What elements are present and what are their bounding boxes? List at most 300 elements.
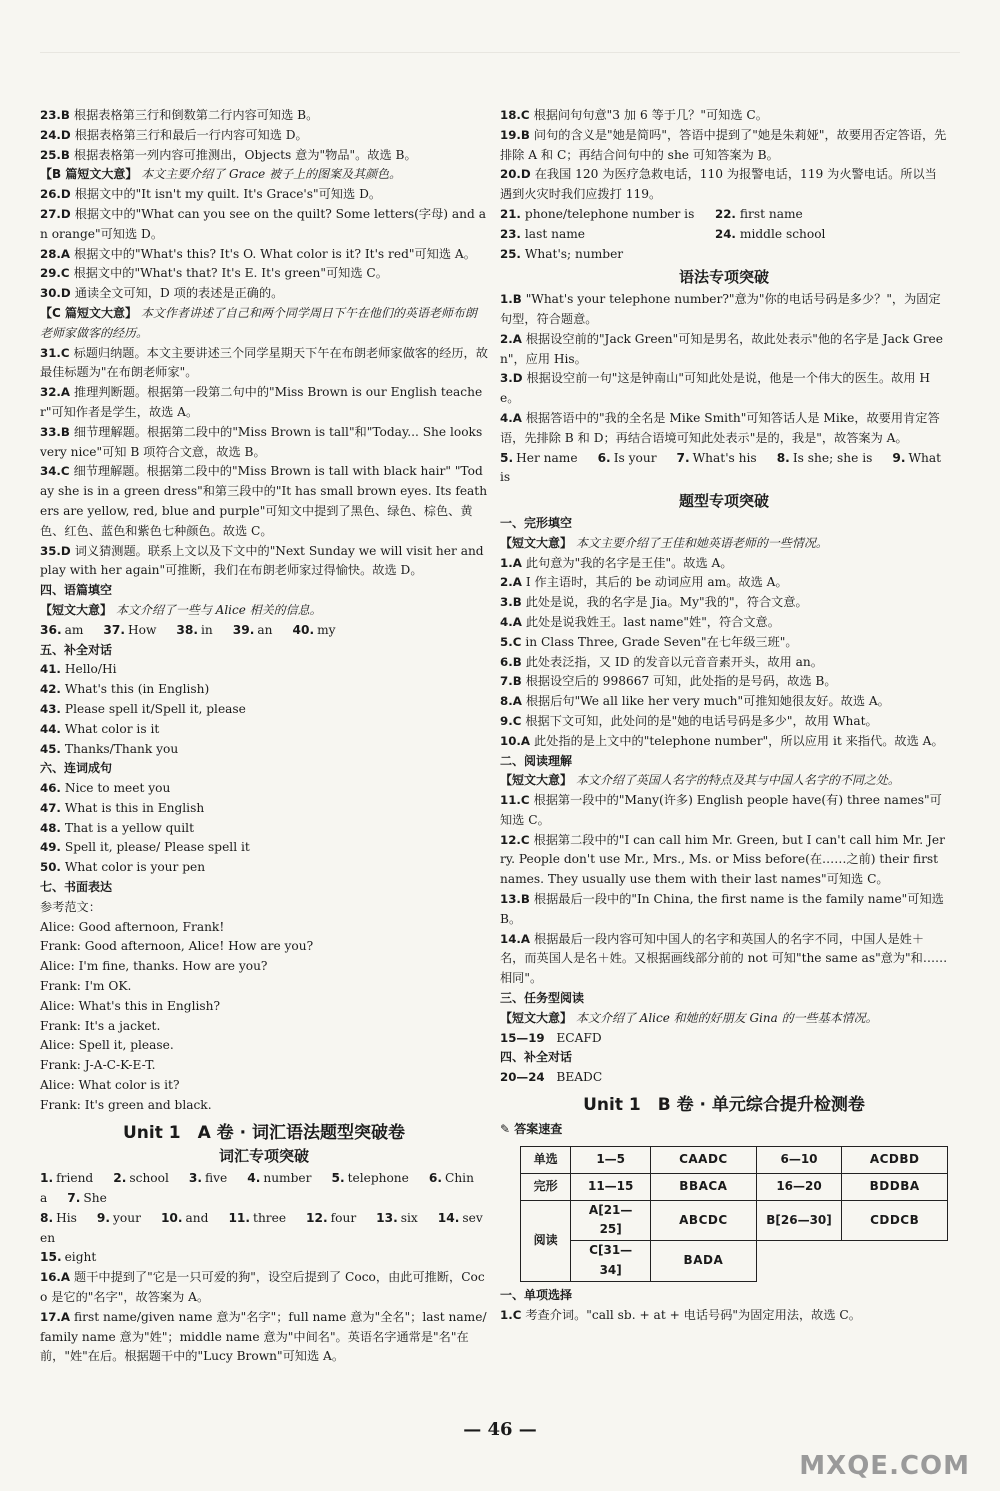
left-column	[40, 106, 488, 1367]
item-number: 33.B	[40, 424, 70, 439]
summary-text: 本文主要介绍了王佳和她英语老师的一些情况。	[575, 535, 828, 550]
item-text: 考查介词。"call sb. + at + 电话号码"为固定用法，故选 C。	[525, 1307, 861, 1322]
table-cell: ACDBD	[842, 1146, 948, 1173]
table-cell: 1—5	[571, 1146, 651, 1173]
answer-item	[500, 165, 948, 205]
item-number: 30.D	[40, 286, 71, 301]
item-text: 根据设空前一句"这是钟南山"可知此处是说，他是一个伟大的医生。故用 He。	[500, 371, 931, 406]
item-number: 18.C	[500, 108, 530, 122]
item-number: 49.	[40, 840, 61, 855]
item-number: 4.A	[500, 614, 522, 629]
item-text: Nice to meet you	[64, 781, 171, 796]
item-answer: eight	[64, 1250, 97, 1265]
section-title: 一、单项选择	[500, 1287, 573, 1302]
table-empty-cell	[842, 1241, 948, 1282]
table-cell: B[26—30]	[756, 1200, 842, 1241]
item-text: What's this (in English)	[64, 682, 210, 697]
item-number: 2.	[113, 1171, 127, 1186]
vocab-answers-row	[40, 1169, 488, 1209]
table-cell: C[31—34]	[571, 1241, 651, 1282]
item-text: 根据文中的"What's this? It's O. What color is it? It's red"可知选 A。	[74, 246, 476, 261]
item-number: 22.	[715, 206, 736, 221]
item-number: 10.	[160, 1210, 183, 1225]
item-range: 20—24	[500, 1070, 545, 1085]
answer-item	[500, 409, 948, 449]
vocab-answers-row	[40, 1209, 488, 1249]
essay-line: Alice: What color is it?	[40, 1078, 180, 1093]
item-text: 词义猜测题。联系上文以及下文中的"Next Sunday we will visit her and play with her again"可推断，我们在布朗老师家过得愉快。故选 D。	[40, 543, 484, 578]
item-text: middle school	[739, 226, 826, 241]
answer-pair-row	[500, 225, 948, 245]
item-number: 2.A	[500, 575, 522, 590]
item-number: 36.	[40, 622, 62, 637]
item-answer: five	[205, 1171, 228, 1186]
item-number: 35.D	[40, 543, 71, 558]
item-answer: three	[253, 1210, 287, 1225]
answer-item	[500, 890, 948, 930]
item-number: 16.A	[40, 1270, 71, 1285]
item-text: What color is your pen	[64, 860, 206, 875]
inline-answer	[97, 1211, 147, 1225]
essay-line: Alice: What's this in English?	[40, 998, 221, 1013]
item-answer: am	[64, 622, 84, 637]
table-cell: BDDBA	[842, 1173, 948, 1200]
answer-item	[40, 1268, 488, 1308]
answer-item	[500, 1306, 948, 1326]
answer-item	[40, 1308, 488, 1367]
inline-answer	[40, 1171, 99, 1185]
item-number: 8.	[776, 450, 790, 465]
item-answer: She	[83, 1191, 107, 1206]
summary-tag: 【短文大意】	[500, 773, 573, 788]
essay-line: Frank: Good afternoon, Alice! How are you?	[40, 939, 314, 954]
item-number: 13.	[376, 1210, 398, 1225]
answer-item	[40, 126, 488, 146]
item-number: 20.D	[500, 167, 531, 182]
item-number: 39.	[232, 622, 255, 637]
item-answer: your	[113, 1210, 141, 1225]
item-answer: Her name	[516, 450, 578, 465]
item-text: 此处是说，我的名字是 Jia。My"我的"，符合文意。	[525, 595, 808, 610]
essay-line: Frank: It's a jacket.	[40, 1018, 161, 1033]
table-cell: 11—15	[571, 1173, 651, 1200]
table-cell: 6—10	[756, 1146, 842, 1173]
item-number: 25.	[500, 246, 521, 261]
item-number: 11.	[228, 1210, 251, 1225]
inline-answer	[247, 1171, 317, 1185]
summary	[40, 165, 488, 185]
section-heading: 语法专项突破	[678, 268, 769, 287]
section-title: 六、连词成句	[40, 761, 113, 776]
page-number: — 46 —	[463, 1419, 537, 1440]
item-number: 40.	[292, 622, 315, 637]
item-number: 3.B	[500, 595, 522, 610]
essay-line: Frank: I'm OK.	[40, 979, 132, 994]
grammar-fill-answers	[500, 449, 948, 489]
item-number: 5.	[500, 450, 514, 465]
section-title: 四、补全对话	[500, 1050, 573, 1065]
answer-item	[40, 660, 488, 680]
summary-text: 本文介绍了一些与 Alice 相关的信息。	[115, 602, 322, 617]
item-number: 7.	[67, 1191, 81, 1206]
answer-item	[500, 732, 948, 752]
answer-item	[40, 284, 488, 304]
answer-item	[40, 838, 488, 858]
item-text: What color is it	[64, 721, 160, 736]
summary-tag: 【短文大意】	[500, 1010, 573, 1025]
item-answer: and	[185, 1210, 209, 1225]
item-text: 细节理解题。根据第二段中的"Miss Brown is tall with black hair" "Today she is in a green dress"和第三段中的"It has small brown eyes. Its feathers are yellow, red, blue and purple"可知文中提到了黑色、绿色、棕色、黄色、红色、蓝色和紫色七种颜色。故选 C。	[40, 464, 488, 538]
item-text: 此处指的是上文中的"telephone number"，所以应用 it 来指代。故选 A。	[534, 733, 944, 748]
essay-line: Frank: J-A-C-K-E-T.	[40, 1058, 156, 1073]
item-text: 根据文中的"It isn't my quilt. It's Grace's"可知选 D。	[74, 187, 382, 202]
item-answer: What is	[500, 450, 942, 485]
item-number: 46.	[40, 781, 61, 796]
answer-item	[40, 680, 488, 700]
item-text: That is a yellow quilt	[64, 820, 194, 835]
item-text: Thanks/Thank you	[64, 741, 179, 756]
item-number: 5.	[331, 1171, 345, 1186]
item-answer: China	[40, 1171, 474, 1206]
answer-item	[500, 330, 948, 370]
item-text: Hello/Hi	[64, 662, 117, 677]
summary-tag: 【C 篇短文大意】	[40, 305, 137, 320]
item-number: 6.B	[500, 654, 522, 669]
item-number: 50.	[40, 860, 61, 875]
answer-item	[40, 462, 488, 541]
item-number: 12.C	[500, 832, 530, 847]
answer-item	[715, 225, 948, 245]
sample-essay	[40, 918, 488, 1116]
right-answer-list	[500, 106, 948, 205]
item-number: 38.	[176, 622, 199, 637]
section-heading: 词汇专项突破	[218, 1147, 309, 1166]
item-number: 9.	[96, 1210, 111, 1225]
item-number: 9.	[892, 450, 906, 465]
item-number: 7.	[676, 450, 690, 465]
section-heading: 题型专项突破	[678, 492, 769, 511]
answer-item	[500, 205, 715, 225]
item-text: 根据文中的"What can you see on the quilt? Some letters(字母) and an orange"可知选 D。	[40, 206, 486, 241]
inline-answer	[40, 1250, 102, 1264]
item-number: 12.	[306, 1210, 328, 1225]
section-title: 七、书面表达	[40, 880, 113, 895]
inline-answer	[233, 623, 279, 637]
item-text: 根据设空后的 998667 可知，此处指的是号码，故选 B。	[525, 674, 837, 689]
answer-item	[40, 542, 488, 582]
inline-answer	[331, 1171, 414, 1185]
cloze-answer-list	[500, 554, 948, 752]
top-edge-line	[40, 52, 960, 53]
item-text: 根据最后一段中的"In China, the first name is the family name"可知选 B。	[500, 892, 944, 926]
item-number: 1.B	[500, 292, 522, 307]
inline-answer	[228, 1211, 292, 1225]
summary	[500, 534, 948, 554]
table-cell: CAADC	[651, 1146, 757, 1173]
sentence-answers	[40, 779, 488, 878]
item-number: 42.	[40, 682, 61, 697]
inline-answer	[306, 1211, 362, 1225]
item-answer: friend	[56, 1171, 94, 1186]
unit-title: Unit 1 B 卷 · 单元综合提升检测卷	[583, 1095, 865, 1116]
item-number: 8.A	[500, 694, 522, 709]
essay-line: Frank: It's green and black.	[40, 1097, 212, 1112]
answer-item	[500, 593, 948, 613]
answer-item	[40, 720, 488, 740]
item-number: 1.C	[500, 1307, 522, 1322]
item-text: What's; number	[524, 246, 624, 261]
item-number: 29.C	[40, 266, 70, 281]
table-cell: BADA	[651, 1241, 757, 1282]
essay-line: Alice: I'm fine, thanks. How are you?	[40, 959, 268, 974]
dialogue-answers	[40, 660, 488, 759]
item-number: 48.	[40, 820, 61, 835]
quick-answers-label	[500, 1120, 948, 1140]
inline-answer	[777, 451, 879, 465]
item-number: 41.	[40, 662, 61, 677]
item-answer: telephone	[347, 1171, 409, 1186]
table-cell: 16—20	[756, 1173, 842, 1200]
item-number: 31.C	[40, 345, 70, 360]
summary-tag: 【短文大意】	[500, 535, 573, 550]
answer-item	[500, 712, 948, 732]
item-answer: my	[317, 622, 336, 637]
answer-item	[40, 423, 488, 463]
item-text: 此处表泛指，又 ID 的发音以元音音素开头，故用 an。	[525, 654, 823, 669]
section-title: 四、语篇填空	[40, 583, 113, 598]
item-number: 47.	[40, 800, 61, 815]
item-text: 标题归纳题。本文主要讲述三个同学星期天下午在布朗老师家做客的经历，故最佳标题为"在布朗老师家"。	[40, 345, 488, 380]
unit1a-answer-list	[40, 1268, 488, 1367]
item-number: 26.D	[40, 187, 71, 202]
answer-item	[40, 106, 488, 126]
summary	[40, 601, 488, 621]
item-number: 13.B	[500, 892, 530, 907]
table-cell: CDDCB	[842, 1200, 948, 1241]
table-cell: 完形	[521, 1173, 571, 1200]
item-number: 3.	[188, 1171, 202, 1186]
section-title: 五、补全对话	[40, 642, 113, 657]
item-text: first name	[739, 206, 803, 221]
item-text: first name/given name 意为"名字"；full name 意为"全名"；last name/family name 意为"姓"；middle name 意为"中间名"。英语名字通常是"名"在前，"姓"在后。根据题干中的"Lucy Brown"可知选 A。	[40, 1309, 487, 1364]
item-text: Please spell it/Spell it, please	[64, 701, 246, 716]
pencil-icon: ✎	[500, 1121, 511, 1136]
item-text: "What's your telephone number?"意为"你的电话号码是多少？"，为固定句型，符合题意。	[500, 292, 941, 326]
item-text: 此处是说我姓王。last name"姓"，符合文意。	[525, 614, 780, 629]
table-cell: ABCDC	[651, 1200, 757, 1241]
answer-item	[500, 573, 948, 593]
section-title: 一、完形填空	[500, 515, 573, 530]
answer-item	[40, 344, 488, 384]
answer-pair-row	[500, 205, 948, 225]
table-row	[521, 1173, 948, 1200]
summary	[500, 1009, 948, 1029]
item-text: 根据问句句意"3 加 6 等于几？"可知选 C。	[533, 108, 768, 122]
item-text: 根据表格第三行和最后一行内容可知选 D。	[74, 127, 308, 142]
summary	[40, 304, 488, 344]
fill-in-answers	[500, 205, 948, 245]
item-text: 题干中提到了"它是一只可爱的狗"，设空后提到了 Coco，由此可推断，Coco 是它的"名字"，故答案为 A。	[40, 1270, 485, 1305]
inline-answer	[113, 1171, 175, 1185]
section-title: 三、任务型阅读	[500, 991, 585, 1006]
essay-line: Alice: Spell it, please.	[40, 1038, 174, 1053]
answer-item	[500, 672, 948, 692]
answer-item	[40, 205, 488, 245]
inline-answer	[500, 451, 584, 465]
item-text: 在我国 120 为医疗急救电话，110 为报警电话，119 为火警电话。所以当遇到火灾时我们应拨打 119。	[500, 167, 937, 202]
answer-item	[40, 383, 488, 423]
inline-answer	[189, 1171, 233, 1185]
item-text: in Class Three, Grade Seven"在七年级三班"。	[525, 634, 798, 649]
answer-item	[40, 264, 488, 284]
answer-item	[500, 1029, 948, 1049]
answer-item	[500, 791, 948, 831]
item-text: 根据答语中的"我的全名是 Mike Smith"可知答话人是 Mike，故要用肯定答语，先排除 B 和 D；再结合语境可知此处表示"是的，我是"，故答案为 A。	[500, 410, 940, 445]
answer-item	[500, 225, 715, 245]
item-answer: seven	[40, 1210, 483, 1245]
table-cell: 阅读	[521, 1200, 571, 1281]
answer-item	[500, 831, 948, 890]
watermark: MXQE.COM	[799, 1451, 970, 1481]
inline-answer	[103, 623, 162, 637]
item-answer: an	[257, 622, 273, 637]
item-number: 1.A	[500, 555, 522, 570]
answer-item	[40, 740, 488, 760]
item-answer: Is your	[613, 450, 657, 465]
item-text: 根据文中的"What's that? It's E. It's green"可知选 C。	[73, 266, 388, 281]
item-text: Spell it, please/ Please spell it	[64, 840, 250, 855]
item-answer: six	[400, 1210, 418, 1225]
answer-item	[500, 1068, 948, 1088]
sample-label: 参考范文：	[40, 899, 101, 914]
item-number: 32.A	[40, 385, 71, 400]
item-text: ECAFD	[556, 1030, 602, 1045]
table-cell: 单选	[521, 1146, 571, 1173]
table-row	[521, 1241, 948, 1282]
inline-answer	[40, 623, 89, 637]
item-range: 15—19	[500, 1030, 545, 1045]
answer-item	[500, 369, 948, 409]
item-number: 14.	[437, 1210, 460, 1225]
summary-text: 本文介绍了英国人名字的特点及其与中国人名字的不同之处。	[575, 773, 900, 788]
item-number: 1.	[40, 1171, 54, 1186]
item-text: I 作主语时，其后的 be 动词应用 am。故选 A。	[525, 575, 788, 590]
inline-answer	[176, 623, 218, 637]
item-number: 15.	[40, 1250, 62, 1265]
answer-item	[500, 692, 948, 712]
item-text: 通读全文可知，D 项的表述是正确的。	[74, 286, 284, 301]
item-number: 8.	[40, 1210, 54, 1225]
item-number: 9.C	[500, 713, 522, 728]
summary-text: 本文主要介绍了 Grace 被子上的图案及其颜色。	[141, 167, 402, 182]
answer-item	[715, 205, 948, 225]
item-number: 14.A	[500, 931, 531, 946]
item-number: 19.B	[500, 127, 530, 142]
table-cell: BBACA	[651, 1173, 757, 1200]
item-text: What is this in English	[64, 800, 205, 815]
unit-title: Unit 1 A 卷 · 词汇语法题型突破卷	[123, 1122, 405, 1143]
item-number: 24.D	[40, 127, 71, 142]
answer-item	[500, 613, 948, 633]
answer-item	[40, 700, 488, 720]
item-answer: How	[128, 622, 157, 637]
item-text: 根据最后一段内容可知中国人的名字和英国人的名字不同，中国人是姓＋名，而英国人是名＋姓。又根据画线部分前的 not 可知"the same as"意为"和……相同"。	[500, 931, 948, 986]
item-number: 11.C	[500, 793, 530, 808]
summary-tag: 【短文大意】	[40, 602, 113, 617]
item-answer: four	[330, 1210, 357, 1225]
answer-item	[40, 185, 488, 205]
item-text: 根据第二段中的"I can call him Mr. Green, but I can't call him Mr. Jerry. People don't use Mr., Mrs., Ms. or Miss before(在……之前) their first names. They usually use them with their last names"可知选 C。	[500, 832, 945, 887]
item-text: 根据表格第三行和倒数第二行内容可知选 B。	[73, 108, 319, 122]
item-number: 6.	[597, 450, 611, 465]
item-number: 23.B	[40, 108, 70, 122]
item-answer: number	[263, 1171, 312, 1186]
item-number: 21.	[500, 206, 521, 221]
item-text: 根据第一段中的"Many(许多) English people have(有) three names"可知选 C。	[500, 793, 942, 827]
answer-item	[500, 245, 948, 265]
quick-answers-text: 答案速查	[514, 1121, 563, 1136]
inline-answer	[67, 1191, 113, 1205]
answer-item	[40, 799, 488, 819]
summary-text: 本文作者讲述了自己和两个同学周日下午在他们的英语老师布朗老师家做客的经历。	[40, 305, 477, 340]
item-text: last name	[524, 226, 585, 241]
item-text: 根据设空前的"Jack Green"可知是男名，故此处表示"他的名字是 Jack Green"，应用 His。	[500, 331, 943, 366]
item-answer: His	[56, 1210, 77, 1225]
inline-answer	[161, 1211, 215, 1225]
inline-answer	[598, 451, 663, 465]
item-number: 25.B	[40, 147, 70, 162]
item-text: 问句的含义是"她是简吗"，答语中提到了"她是朱莉娅"，故要用否定答语，先排除 A 和 C；再结合问句中的 she 可知答案为 B。	[500, 127, 947, 162]
answer-item	[500, 554, 948, 574]
vocab-answers-row	[40, 1248, 488, 1268]
item-text: 根据后句"We all like her very much"可推知她很友好。故选 A。	[525, 694, 890, 709]
item-text: 推理判断题。根据第一段第二句中的"Miss Brown is our English teacher"可知作者是学生，故选 A。	[40, 385, 483, 419]
item-text: 根据下文可知，此处问的是"她的电话号码是多少"，故用 What。	[525, 713, 878, 728]
item-number: 24.	[715, 226, 736, 241]
item-number: 5.C	[500, 634, 522, 649]
item-text: phone/telephone number is	[524, 206, 695, 221]
item-number: 6.	[428, 1171, 442, 1186]
inline-answer	[376, 1211, 424, 1225]
item-number: 27.D	[40, 206, 71, 221]
item-number: 34.C	[40, 464, 70, 479]
section-title: 二、阅读理解	[500, 753, 573, 768]
cloze-answers	[40, 621, 488, 641]
item-number: 4.	[247, 1171, 261, 1186]
item-text: 根据表格第一列内容可推测出，Objects 意为"物品"。故选 B。	[73, 147, 417, 162]
answer-table	[520, 1146, 948, 1282]
answer-item	[500, 106, 948, 126]
item-answer: school	[129, 1171, 169, 1186]
item-text: 细节理解题。根据第二段中的"Miss Brown is tall"和"Today... She looks very nice"可知 B 项符合文意，故选 B。	[40, 424, 483, 459]
item-number: 4.A	[500, 410, 522, 425]
item-number: 7.B	[500, 674, 522, 689]
inline-answer	[292, 623, 341, 637]
table-row	[521, 1200, 948, 1241]
item-number: 2.A	[500, 331, 522, 346]
table-row	[521, 1146, 948, 1173]
summary	[500, 771, 948, 791]
essay-line: Alice: Good afternoon, Frank!	[40, 919, 225, 934]
summary-text: 本文介绍了 Alice 和她的好朋友 Gina 的一些基本情况。	[575, 1010, 878, 1025]
item-number: 17.A	[40, 1309, 71, 1324]
item-answer: in	[201, 622, 213, 637]
answer-item	[500, 930, 948, 989]
inline-answer	[677, 451, 763, 465]
item-text: BEADC	[556, 1070, 603, 1085]
item-number: 43.	[40, 701, 61, 716]
answer-item	[40, 146, 488, 166]
